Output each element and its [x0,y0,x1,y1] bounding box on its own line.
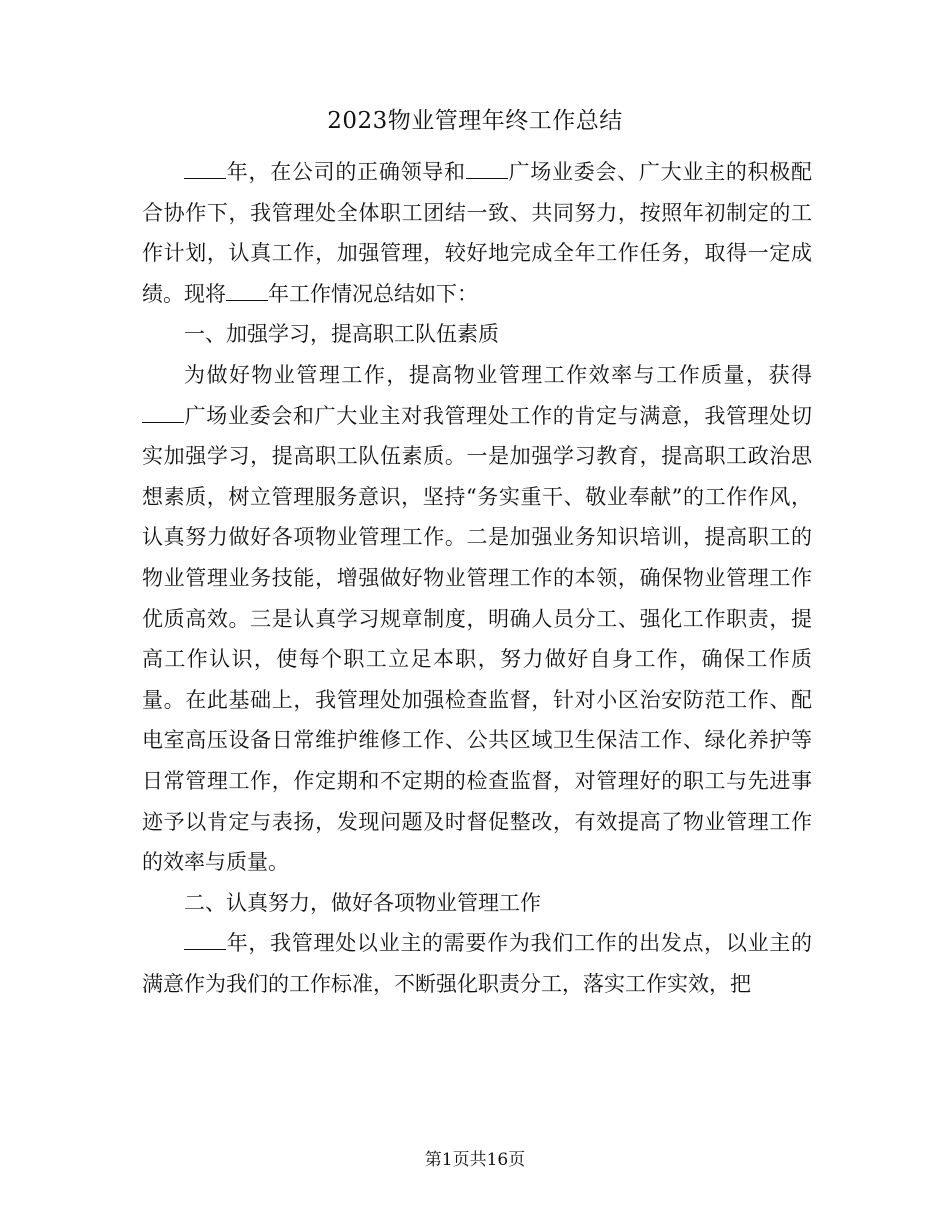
paragraph-text: 广场业委会和广大业主对我管理处工作的肯定与满意，我管理处切实加强学习，提高职工队伍素质。一是加强学习教育，提高职工政治思想素质，树立管理服务意识，坚持“务实重干、敬业奉献”的工作作风，认真努力做好各项物业管理工作。二是加强业务知识培训，提高职工的物业管理业务技能，增强做好物业管理工作的本领，确保物业管理工作优质高效。三是认真学习规章制度，明确人员分工、强化工作职责，提高工作认识，使每个职工立足本职，努力做好自身工作，确保工作质量。在此基础上，我管理处加强检查监督，针对小区治安防范工作、配电室高压设备日常维护维修工作、公共区域卫生保洁工作、绿化养护等日常管理工作，作定期和不定期的检查监督，对管理好的职工与先进事迹予以肯定与表扬，发现问题及时督促整改，有效提高了物业管理工作的效率与质量。 [142,403,812,875]
fill-blank [466,158,508,179]
paragraph-section-1 [142,355,812,883]
document-title: 2023物业管理年终工作总结 [327,108,623,134]
paragraph-text: 为做好物业管理工作，提高物业管理工作效率与工作质量，获得 [184,362,812,387]
fill-blank [184,929,226,950]
document-body [142,152,812,1004]
paragraph-section-2 [142,923,812,1004]
fill-blank [184,158,226,179]
page-number-footer: 第1页共16页 [424,1150,526,1170]
paragraph-intro [142,152,812,314]
fill-blank [142,402,184,423]
section-heading-2: 二、认真努力，做好各项物业管理工作 [184,890,541,915]
section-heading-1: 一、加强学习，提高职工队伍素质 [184,322,499,347]
paragraph-text: 年工作情况总结如下： [268,281,478,306]
paragraph-text: 年，我管理处以业主的需要作为我们工作的出发点，以业主的满意作为我们的工作标准，不断强化职责分工，落实工作实效，把 [142,931,812,996]
paragraph-text: 广场业委会、广大业主的积极配合协作下，我管理处全体职工团结一致、共同努力，按照年初制定的工作计划，认真工作，加强管理，较好地完成全年工作任务，取得一定成绩。现将 [142,160,813,306]
paragraph-text: 年，在公司的正确领导和 [226,160,466,184]
fill-blank [226,280,268,301]
